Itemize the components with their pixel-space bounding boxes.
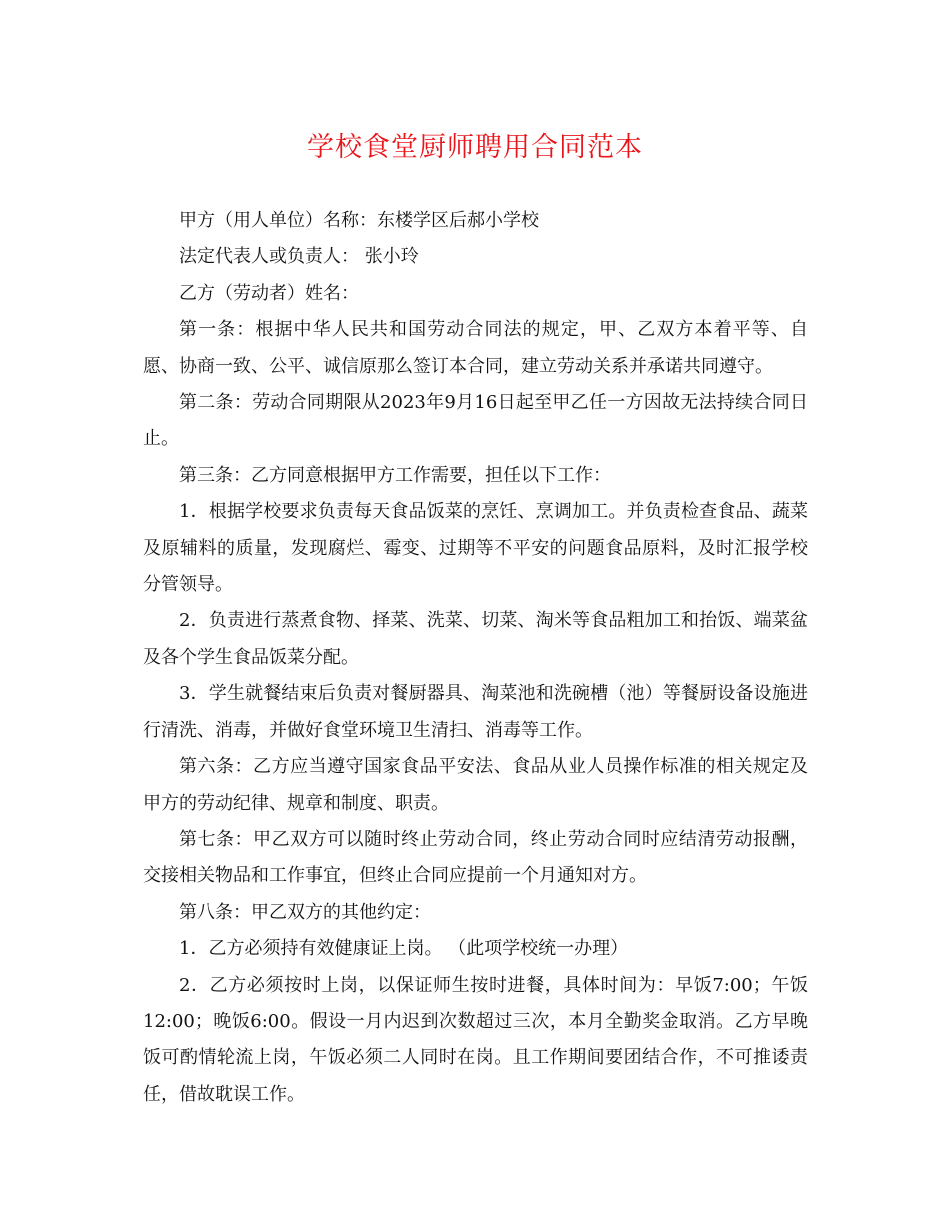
article-8-item-1: 1．乙方必须持有效健康证上岗。 （此项学校统一办理） bbox=[179, 938, 629, 960]
document-body bbox=[143, 203, 808, 1113]
article-3-item-2: 2．负责进行蒸煮食物、择菜、洗菜、切菜、淘米等食品粗加工和抬饭、端菜盆及各个学生食品饭菜分配。 bbox=[143, 610, 808, 668]
legal-representative: 法定代表人或负责人： 张小玲 bbox=[179, 246, 419, 268]
article-8: 第八条：甲乙双方的其他约定： bbox=[179, 901, 431, 923]
article-1: 第一条：根据中华人民共和国劳动合同法的规定，甲、乙双方本着平等、自愿、协商一致、公平、诚信原那么签订本合同，建立劳动关系并承诺共同遵守。 bbox=[143, 319, 808, 377]
article-8-item-2: 2．乙方必须按时上岗，以保证师生按时进餐，具体时间为：早饭7:00；午饭12:00；晚饭6:00。假设一月内迟到次数超过三次，本月全勤奖金取消。乙方早晚饭可酌情轮流上岗，午饭必须二人同时在岗。且工作期间要团结合作，不可推诿责任，借故耽误工作。 bbox=[143, 974, 808, 1105]
document-title: 学校食堂厨师聘用合同范本 bbox=[307, 132, 643, 163]
article-3-item-1: 1．根据学校要求负责每天食品饭菜的烹饪、烹调加工。并负责检查食品、蔬菜及原辅料的质量，发现腐烂、霉变、过期等不平安的问题食品原料，及时汇报学校分管领导。 bbox=[143, 501, 808, 596]
article-7: 第七条：甲乙双方可以随时终止劳动合同，终止劳动合同时应结清劳动报酬，交接相关物品和工作事宜，但终止合同应提前一个月通知对方。 bbox=[143, 828, 808, 887]
article-3-item-3: 3．学生就餐结束后负责对餐厨器具、淘菜池和洗碗槽（池）等餐厨设备设施进行清洗、消毒，并做好食堂环境卫生清扫、消毒等工作。 bbox=[143, 683, 808, 741]
party-a-name: 甲方（用人单位）名称：东楼学区后郝小学校 bbox=[179, 210, 539, 231]
article-3: 第三条：乙方同意根据甲方工作需要，担任以下工作： bbox=[179, 464, 611, 486]
party-b-name: 乙方（劳动者）姓名： bbox=[179, 282, 359, 304]
article-2: 第二条：劳动合同期限从2023年9月16日起至甲乙任一方因故无法持续合同日止。 bbox=[143, 392, 808, 450]
article-6: 第六条：乙方应当遵守国家食品平安法、食品从业人员操作标准的相关规定及甲方的劳动纪律、规章和制度、职责。 bbox=[143, 756, 808, 814]
